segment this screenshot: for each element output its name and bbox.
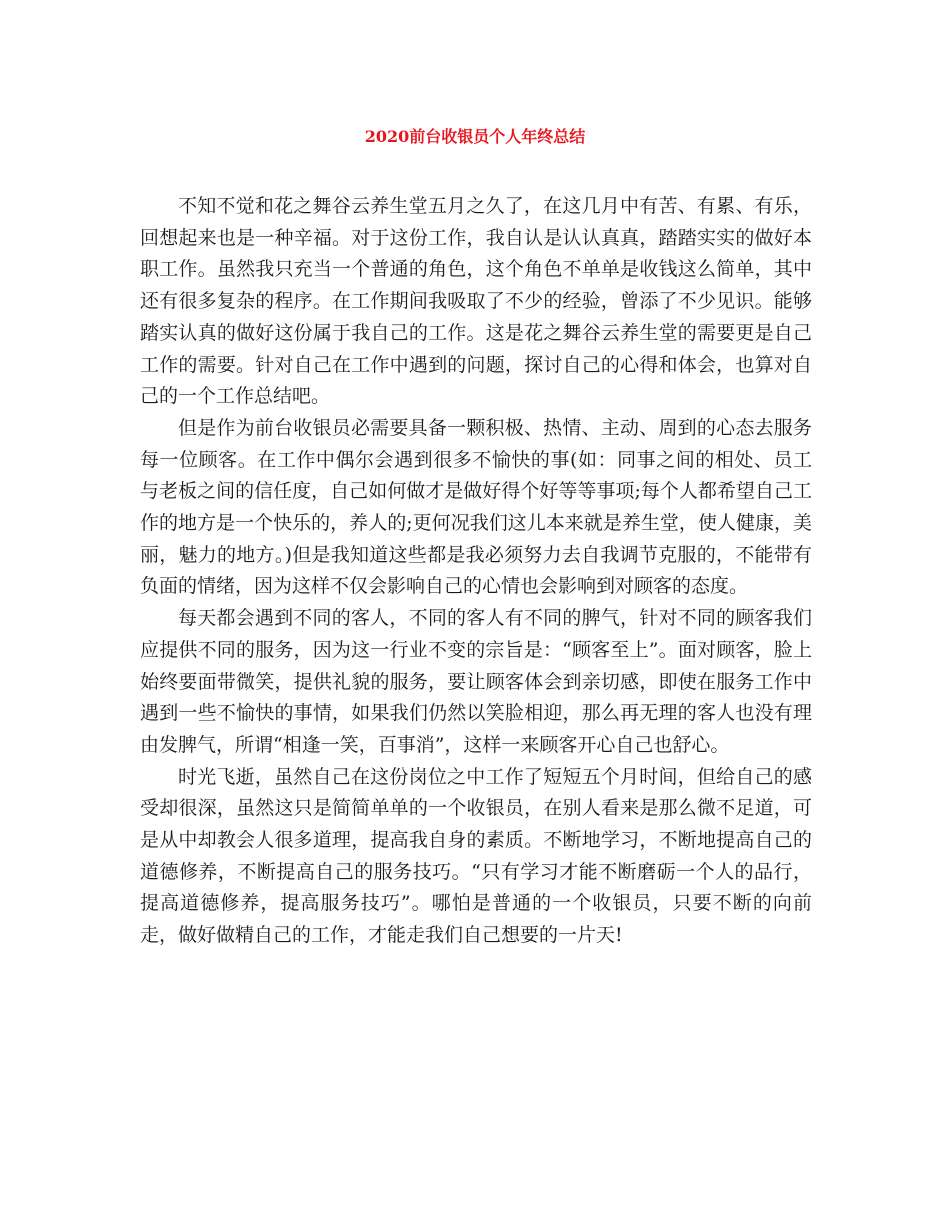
- paragraph-4: 时光飞逝，虽然自己在这份岗位之中工作了短短五个月时间，但给自己的感受却很深，虽然这只是简简单单的一个收银员，在别人看来是那么微不足道，可是从中却教会人很多道理，提高我自身的素质。不断地学习，不断地提高自己的道德修养，不断提高自己的服务技巧。“只有学习才能不断磨砺一个人的品行，提高道德修养，提高服务技巧”。哪怕是普通的一个收银员，只要不断的向前走，做好做精自己的工作，才能走我们自己想要的一片天!: [140, 765, 812, 947]
- document-body: [140, 191, 812, 952]
- paragraph-2: 但是作为前台收银员必需要具备一颗积极、热情、主动、周到的心态去服务每一位顾客。在工作中偶尔会遇到很多不愉快的事(如：同事之间的相处、员工与老板之间的信任度，自己如何做才是做好得个好等等事项;每个人都希望自己工作的地方是一个快乐的，养人的;更何况我们这儿本来就是养生堂，使人健康，美丽，魅力的地方。)但是我知道这些都是我必须努力去自我调节克服的，不能带有负面的情绪，因为这样不仅会影响自己的心情也会影响到对顾客的态度。: [140, 416, 812, 598]
- document-title: 2020前台收银员个人年终总结: [364, 127, 586, 146]
- paragraph-3: 每天都会遇到不同的客人，不同的客人有不同的脾气，针对不同的顾客我们应提供不同的服务，因为这一行业不变的宗旨是：“顾客至上”。面对顾客，脸上始终要面带微笑，提供礼貌的服务，要让顾客体会到亲切感，即使在服务工作中遇到一些不愉快的事情，如果我们仍然以笑脸相迎，那么再无理的客人也没有理由发脾气，所谓“相逢一笑，百事消”，这样一来顾客开心自己也舒心。: [140, 607, 812, 756]
- paragraph-1: 不知不觉和花之舞谷云养生堂五月之久了，在这几月中有苦、有累、有乐，回想起来也是一种辛福。对于这份工作，我自认是认认真真，踏踏实实的做好本职工作。虽然我只充当一个普通的角色，这个角色不单单是收钱这么简单，其中还有很多复杂的程序。在工作期间我吸取了不少的经验，曾添了不少见识。能够踏实认真的做好这份属于我自己的工作。这是花之舞谷云养生堂的需要更是自己工作的需要。针对自己在工作中遇到的问题，探讨自己的心得和体会，也算对自己的一个工作总结吧。: [140, 195, 812, 408]
